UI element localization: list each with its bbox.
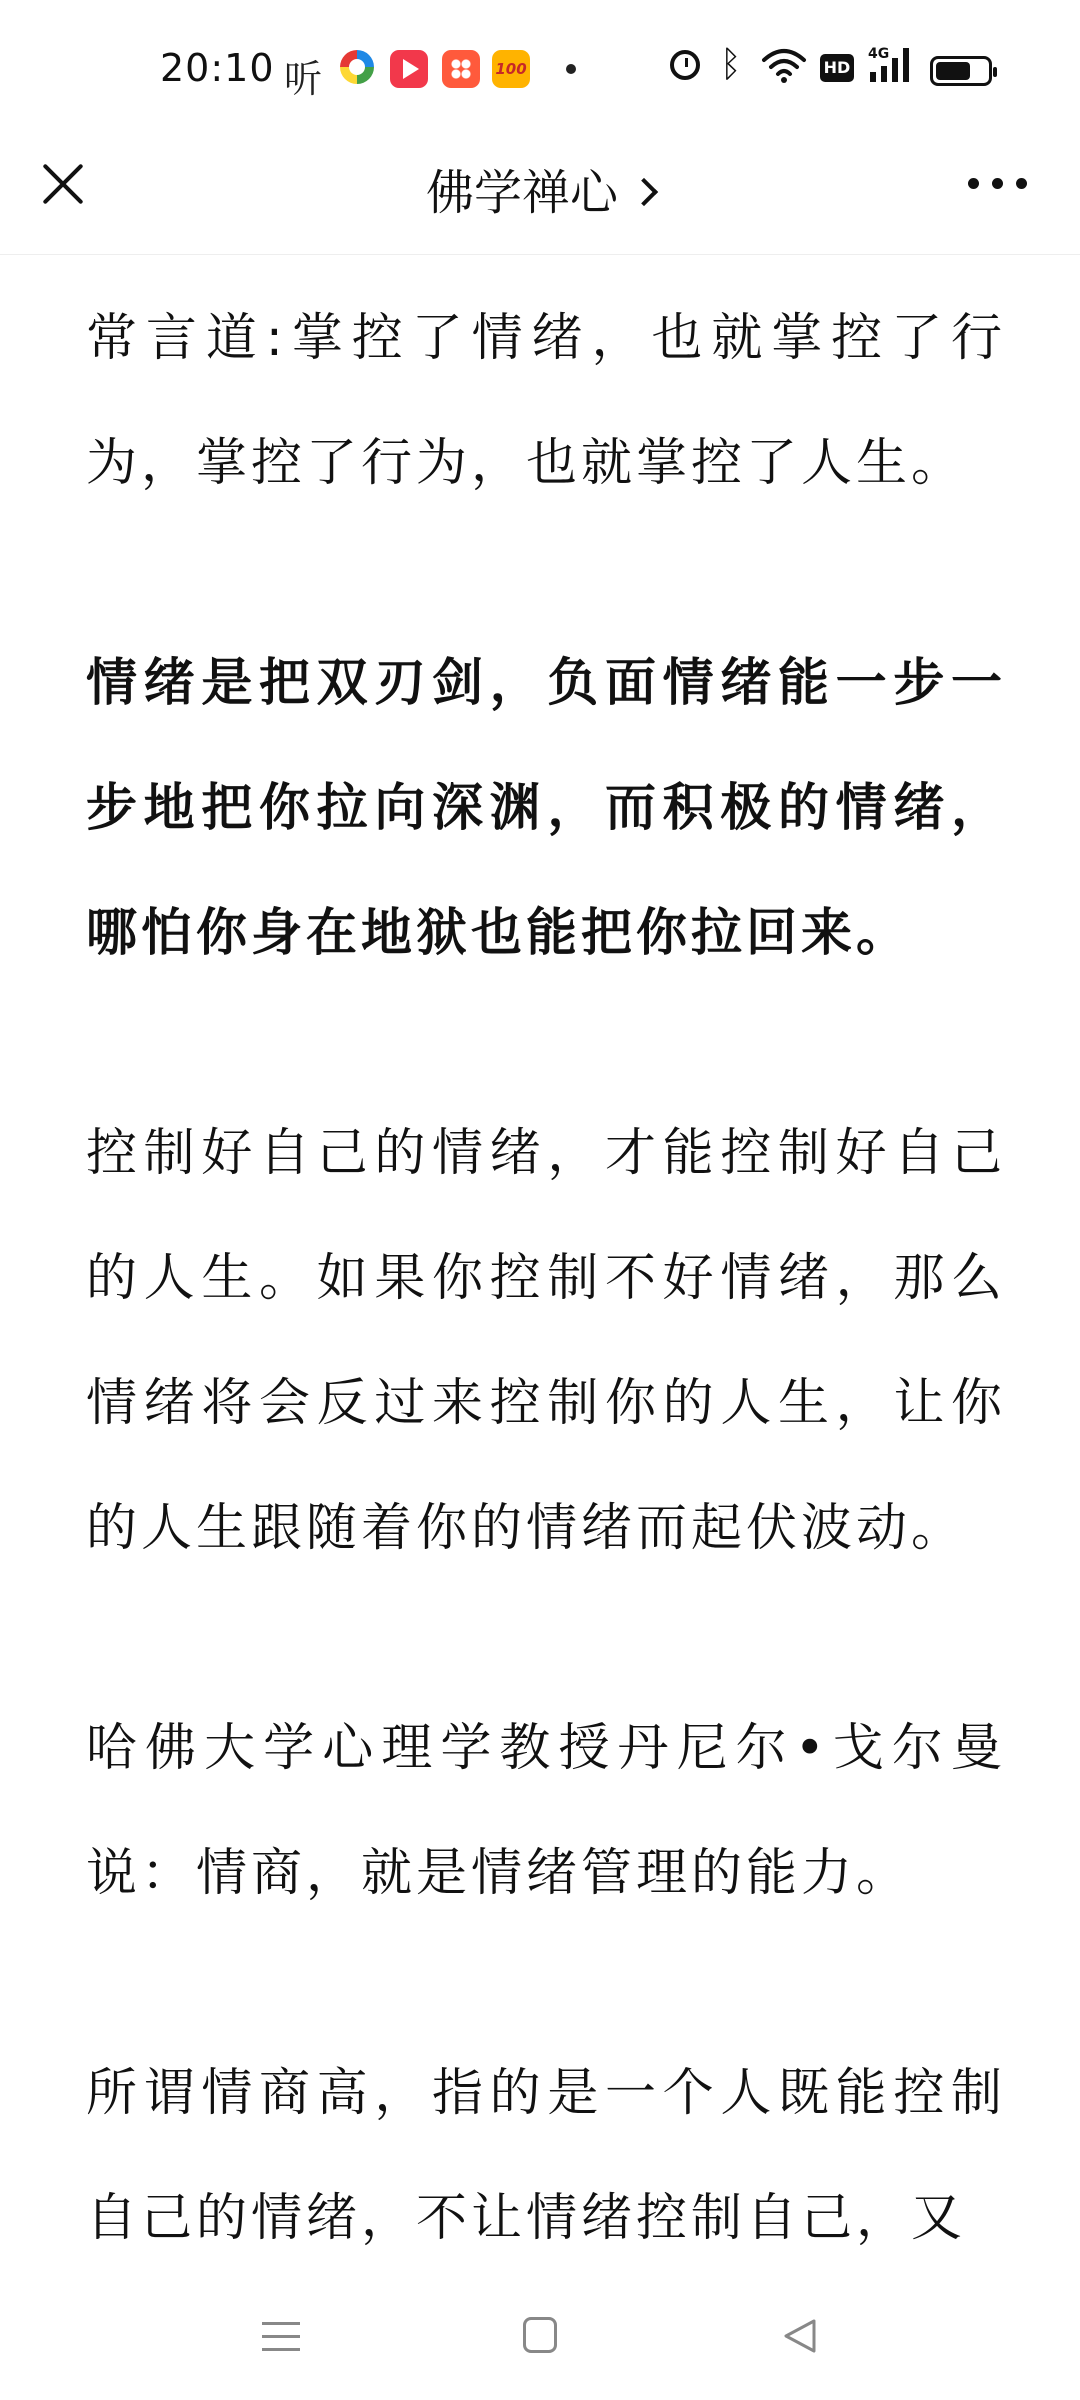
menu-icon[interactable]: [262, 2318, 300, 2356]
status-bar: [0, 0, 1080, 140]
kuaishou-app-icon: [442, 50, 480, 88]
hd-icon: HD: [820, 54, 854, 82]
signal-4g-icon: [868, 44, 914, 84]
article-paragraph-bold: 情绪是把双刃剑，负面情绪能一步一步地把你拉向深渊，而积极的情绪，哪怕你身在地狱也能把你拉回来。: [86, 654, 1006, 963]
alarm-icon: [670, 50, 700, 80]
ting-icon: 听: [284, 57, 323, 101]
article-paragraph: 哈佛大学心理学教授丹尼尔•戈尔曼说：情商，就是情绪管理的能力。: [86, 1719, 1006, 1903]
video-app-icon: [390, 50, 428, 88]
news-app-icon: [340, 50, 374, 84]
account-title[interactable]: [0, 154, 1080, 223]
home-icon[interactable]: [523, 2317, 557, 2353]
status-time: 20:10: [160, 46, 275, 90]
svg-text:4G: 4G: [868, 46, 890, 62]
bluetooth-icon: ᛒ: [720, 44, 742, 85]
article-paragraph: 所谓情商高，指的是一个人既能控制自己的情绪，不让情绪控制自己，又: [86, 2064, 1006, 2248]
article-paragraph: 常言道:掌控了情绪，也就掌控了行为，掌控了行为，也就掌控了人生。: [86, 309, 1006, 493]
article-body: [86, 276, 1006, 2281]
account-title-text: 佛学禅心: [425, 165, 618, 221]
battery-icon: [930, 56, 992, 86]
article-paragraph: 控制好自己的情绪，才能控制好自己的人生。如果你控制不好情绪，那么情绪将会反过来控制你的人生，让你的人生跟随着你的情绪而起伏波动。: [86, 1124, 1006, 1558]
app-100-icon: 100: [492, 50, 530, 88]
notification-dot: [566, 64, 576, 74]
more-icon[interactable]: [968, 174, 1028, 194]
chevron-right-icon: [630, 178, 658, 206]
back-icon[interactable]: [780, 2316, 820, 2356]
wifi-icon: [760, 46, 808, 84]
